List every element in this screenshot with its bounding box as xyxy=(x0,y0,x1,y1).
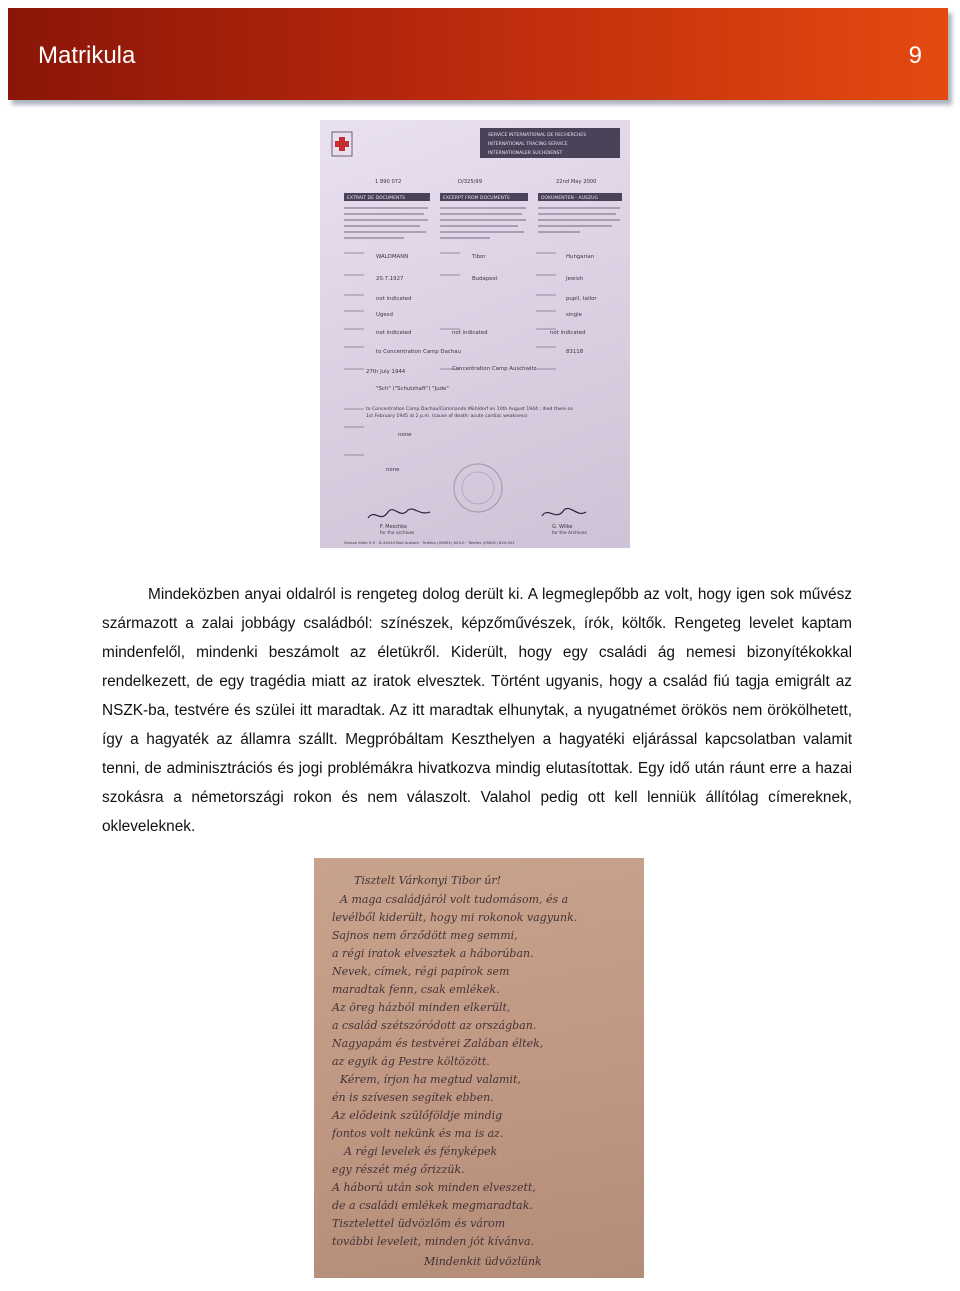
section-title-de: DOKUMENTEN - AUSZUG xyxy=(541,196,598,201)
letter-line: Sajnos nem őrződött meg semmi, xyxy=(332,929,518,942)
signature-right xyxy=(542,508,586,516)
field-last-residence: Ugesd xyxy=(376,312,393,318)
field-birth-date: 20.7.1927 xyxy=(376,276,404,282)
signatory-right-name: G. Wilke xyxy=(552,524,573,530)
field-remarks-1: none xyxy=(398,432,412,438)
signatory-right-role: for the Archives xyxy=(552,531,587,536)
letter-line: további leveleit, minden jót kívánva. xyxy=(332,1235,535,1248)
letter-line: Tisztelettel üdvözlöm és várom xyxy=(332,1217,506,1230)
org-line-2: INTERNATIONAL TRACING SERVICE xyxy=(488,142,568,147)
field-surname: WALDMANN xyxy=(376,254,409,260)
letter-line: Nevek, címek, régi papírok sem xyxy=(332,965,510,978)
letter-line: én is szívesen segítek ebben. xyxy=(332,1091,494,1104)
letter-line: a család szétszóródott az országban. xyxy=(332,1019,537,1032)
field-nationality: Hungarian xyxy=(566,254,595,260)
field-parents: not indicated xyxy=(376,296,412,302)
section-title-fr: EXTRAIT DE DOCUMENTS xyxy=(347,196,406,201)
field-first-name: Tibor xyxy=(472,254,486,260)
body-paragraph xyxy=(102,580,852,841)
field-indicated-c: not indicated xyxy=(550,330,586,336)
letter-salutation: Tisztelt Várkonyi Tibor úr! xyxy=(354,874,502,887)
field-remarks-2: none xyxy=(386,467,400,473)
field-transfer-to: to Concentration Camp Dachau xyxy=(376,349,461,355)
tracing-service-document-photo xyxy=(320,120,630,548)
field-profession: pupil, tailor xyxy=(566,296,597,302)
letter-line: levélből kiderült, hogy mi rokonok vagyunk. xyxy=(332,911,578,924)
field-religion: Jewish xyxy=(566,276,584,282)
letter-line: az egyik ág Pestre költözött. xyxy=(332,1055,490,1068)
org-line-3: INTERNATIONALER SUCHDIENST xyxy=(488,151,563,156)
page-header xyxy=(8,8,948,100)
letter-line: fontos volt nekünk és ma is az. xyxy=(332,1127,504,1140)
red-cross-bar-horizontal xyxy=(335,141,349,147)
signatory-left-name: F. Meschke xyxy=(380,524,407,530)
letter-line: Az öreg házból minden elkerült, xyxy=(332,1001,511,1014)
signatory-left-role: for the archives xyxy=(380,531,415,536)
field-transfer-text-1: to Concentration Camp Dachau/Commando Mühldorf on 10th August 1944 ; died there on xyxy=(366,407,574,412)
letter-line: A háború után sok minden elveszett, xyxy=(332,1181,536,1194)
official-stamp-inner xyxy=(462,472,494,504)
field-indicated-a: not indicated xyxy=(376,330,412,336)
page-number: 9 xyxy=(908,42,922,69)
ref-our-number: 1 890 072 xyxy=(375,179,402,185)
chapter-title: Matrikula xyxy=(38,42,136,69)
letter-line: A régi levelek és fényképek xyxy=(344,1145,498,1158)
letter-closing: Mindenkit üdvözlünk xyxy=(424,1255,542,1268)
letter-line: Az elődeink szülőföldje mindig xyxy=(332,1109,503,1122)
letter-line: egy részét még őrizzük. xyxy=(332,1163,465,1176)
letter-line: Nagyapám és testvérei Zalában éltek, xyxy=(332,1037,544,1050)
field-prisoner-number: 83118 xyxy=(566,349,584,355)
handwritten-letter-photo xyxy=(314,858,644,1278)
letter-line: a régi iratok elvesztek a háborúban. xyxy=(332,947,534,960)
field-marital-status: single xyxy=(566,312,582,318)
paragraph-text: Mindeközben anyai oldalról is rengeteg dolog derült ki. A legmeglepőbb az volt, hogy igen sok művész származott a zalai jobbágy családból: színészek, képzőművészek, írók, költők. Rengeteg levelet kaptam mindenfelől, mindenki beszámolt az életükről. Kiderült, hogy egy családi ág nemesi bizonyítékokkal rendelkezett, de egy tragédia miatt az iratok elvesztek. Történt ugyanis, hogy a család fiú tagja emigrált az NSZK-ba, testvére és szülei itt maradtak. Az itt maradtak elhunytak, a nyugatnémet örökös nem örökölhetett, így a hagyaték az államra szállt. Megpróbáltam Keszthelyen a hagyatéki eljárással kapcsolatban valamit tenni, de adminisztrációs és jogi problémákra hivatkozva mindig elutasítottak. Egy idő után ráunt erre a hazai szokásra a németországi rokon és nem válaszolt. Valahol pedig ott kell lenniük állítólag címereknek, okleveleknek. xyxy=(102,586,852,835)
letter-line: maradtak fenn, csak emlékek. xyxy=(332,983,500,996)
section-title-en: EXCERPT FROM DOCUMENTS xyxy=(443,196,510,201)
official-stamp xyxy=(454,464,502,512)
ref-your-number: D/325/99 xyxy=(458,179,482,185)
field-indicated-b: not indicated xyxy=(452,330,488,336)
field-date: 27th July 1944 xyxy=(366,369,406,375)
letter-line: Kérem, írjon ha megtud valamit, xyxy=(340,1073,521,1086)
letter-line: de a családi emlékek megmaradtak. xyxy=(332,1199,533,1212)
section-body-lines xyxy=(344,208,620,238)
org-line-1: SERVICE INTERNATIONAL DE RECHERCHES xyxy=(488,133,587,138)
field-category: "Sch" ("Schutzhaft") "Jude" xyxy=(376,386,449,392)
signature-left xyxy=(368,509,430,518)
ref-date: 22nd May 2000 xyxy=(556,179,597,185)
field-from-camp: Concentration Camp Auschwitz xyxy=(452,366,537,372)
letter-line: A maga családjáról volt tudomásom, és a xyxy=(340,893,569,906)
field-birth-place: Budapest xyxy=(472,276,498,282)
field-transfer-text-2: 1st February 1945 at 2 p.m. (cause of death: acute cardiac weakness) xyxy=(366,414,528,419)
document-footer-line: Grosse Allee 5-9 · D-34444 Bad Arolsen · Telefon (05691) 629-0 · Telefax (05691) 629-501 xyxy=(344,540,515,545)
